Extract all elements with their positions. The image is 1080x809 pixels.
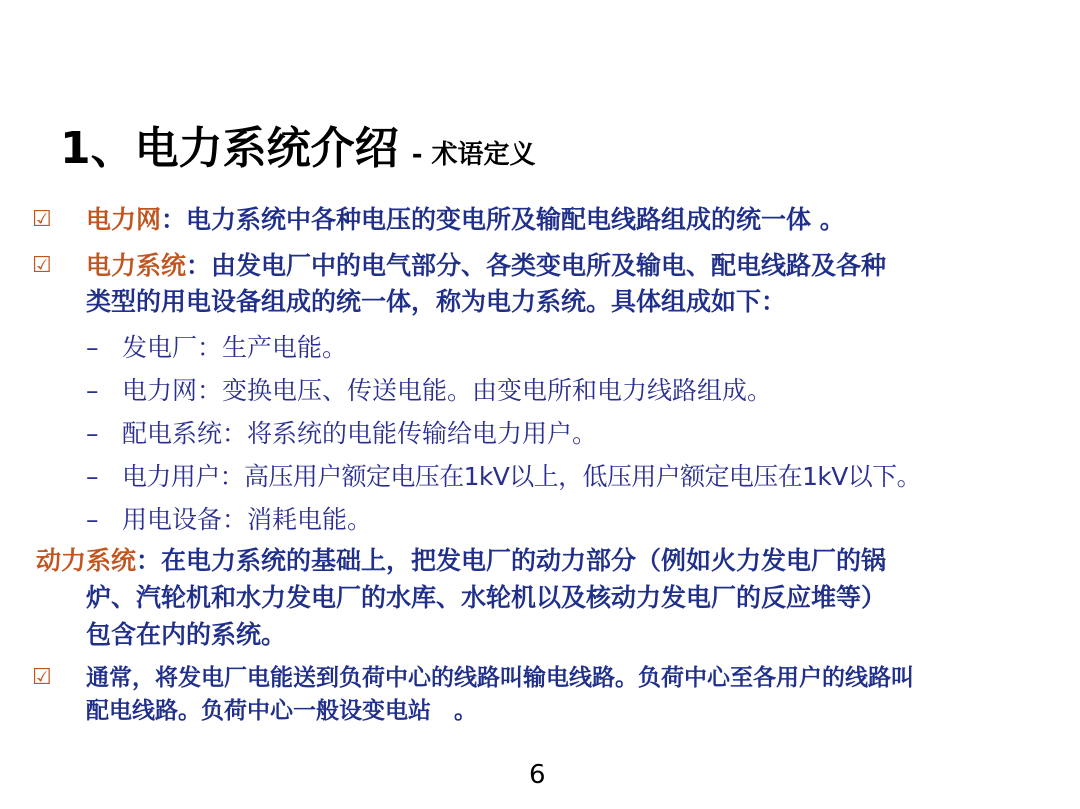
dash-bullet: – bbox=[86, 376, 99, 405]
note-transmission bbox=[86, 660, 914, 696]
definition-text: 包含在内的系统。 bbox=[86, 620, 287, 649]
title-subtitle: - 术语定义 bbox=[411, 140, 536, 170]
definition-text: 炉、汽轮机和水力发电厂的水库、水轮机以及核动力发电厂的反应堆等） bbox=[86, 583, 887, 612]
page-number: 6 bbox=[529, 760, 546, 790]
checkbox-icon: ☑ bbox=[32, 665, 52, 690]
definition-power-grid bbox=[86, 202, 845, 238]
list-item bbox=[86, 502, 372, 538]
dash-bullet: – bbox=[86, 505, 99, 534]
definition-text: ：由发电厂中的电气部分、各类变电所及输电、配电线路及各种 bbox=[186, 251, 887, 280]
term-label: 电力网 bbox=[86, 205, 162, 234]
note-text: 配电线路。负荷中心一般设变电站 。 bbox=[86, 698, 477, 724]
dash-bullet: – bbox=[86, 419, 99, 448]
title-main: 1、电力系统介绍 bbox=[60, 123, 399, 174]
list-item-text: 电力用户：高压用户额定电压在1kV以上，低压用户额定电压在1kV以下。 bbox=[122, 462, 921, 491]
list-item bbox=[86, 330, 347, 366]
slide-title bbox=[60, 112, 536, 176]
list-item-text: 配电系统：将系统的电能传输给电力用户。 bbox=[122, 419, 598, 448]
dash-bullet: – bbox=[86, 462, 98, 491]
definition-text: ：电力系统中各种电压的变电所及输配电线路组成的统一体 。 bbox=[161, 205, 845, 234]
list-item-text: 发电厂：生产电能。 bbox=[122, 333, 348, 362]
definition-text: 类型的用电设备组成的统一体，称为电力系统。具体组成如下： bbox=[86, 287, 787, 316]
dash-bullet: – bbox=[86, 333, 99, 362]
list-item bbox=[86, 373, 772, 409]
checkbox-icon: ☑ bbox=[32, 253, 52, 278]
term-label: 动力系统 bbox=[36, 546, 137, 575]
list-item-text: 电力网：变换电压、传送电能。由变电所和电力线路组成。 bbox=[122, 376, 773, 405]
term-label: 电力系统 bbox=[86, 251, 187, 280]
definition-text: ：在电力系统的基础上，把发电厂的动力部分（例如火力发电厂的锅 bbox=[136, 546, 887, 575]
checkbox-icon: ☑ bbox=[32, 207, 52, 232]
definition-power-system-cont bbox=[86, 284, 786, 320]
list-item bbox=[86, 459, 921, 495]
list-item-text: 用电设备：消耗电能。 bbox=[122, 505, 373, 534]
note-transmission-cont bbox=[86, 693, 477, 729]
definition-motive-power-system-cont bbox=[86, 580, 886, 616]
note-text: 通常，将发电厂电能送到负荷中心的线路叫输电线路。负荷中心至各用户的线路叫 bbox=[86, 665, 914, 691]
definition-power-system bbox=[86, 248, 886, 284]
definition-motive-power-system bbox=[36, 543, 886, 579]
list-item bbox=[86, 416, 597, 452]
definition-motive-power-system-cont bbox=[86, 617, 286, 653]
